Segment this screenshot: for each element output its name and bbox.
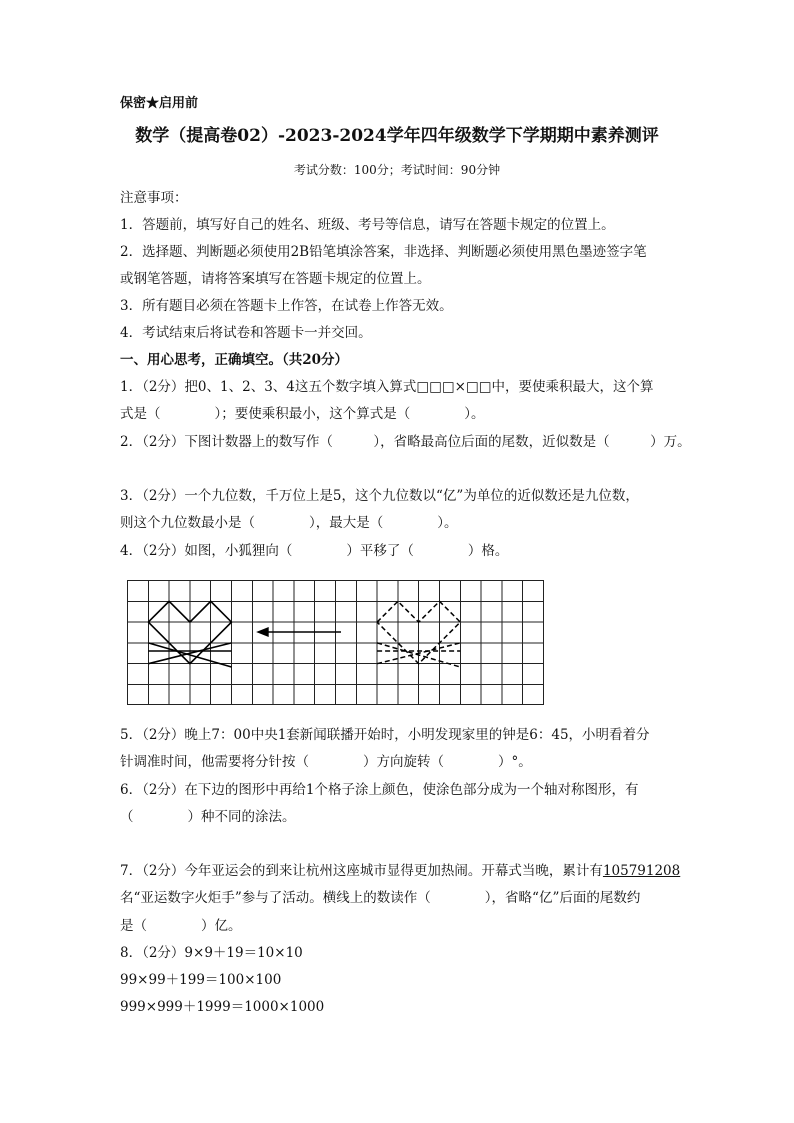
question-2: 2．（2分）下图计数器上的数写作（ ），省略最高位后面的尾数，近似数是（ ）万。 (120, 434, 691, 450)
exam-info: 考试分数：100分；考试时间：90分钟 (293, 163, 501, 177)
question-8-line-1: 8．（2分）9×9＋19＝10×10 (120, 945, 303, 961)
question-3-line-2: 则这个九位数最小是（ ），最大是（ ）。 (120, 515, 458, 531)
page-title: 数学（提高卷02）-2023-2024学年四年级数学下学期期中素养测评 (135, 126, 659, 146)
question-6-line-1: 6．（2分）在下边的图形中再给1个格子涂上颜色，使涂色部分成为一个轴对称图形，有 (120, 782, 639, 798)
question-7-number: 105791208 (602, 863, 681, 879)
question-6-line-2: （ ）种不同的涂法。 (120, 809, 296, 825)
notice-item-2: 2．选择题、判断题必须使用2B铅笔填涂答案，非选择、判断题必须使用黑色墨迹签字笔 (120, 244, 647, 260)
question-5-line-1: 5．（2分）晚上7：00中央1套新闻联播开始时，小明发现家里的钟是6：45，小明看着分 (120, 727, 650, 743)
question-1-line-1: 1．（2分）把0、1、2、3、4这五个数字填入算式□□□×□□中，要使乘积最大，这个算 (120, 379, 654, 395)
question-8-line-2: 99×99＋199＝100×100 (120, 972, 282, 988)
question-4: 4．（2分）如图，小狐狸向（ ）平移了（ ）格。 (120, 543, 509, 559)
fox-translation-figure (127, 580, 545, 706)
question-8-line-3: 999×999＋1999＝1000×1000 (120, 999, 325, 1015)
section-heading: 一、用心思考，正确填空。（共20分） (120, 352, 349, 368)
question-7-line-3: 是（ ）亿。 (120, 918, 242, 934)
notice-heading: 注意事项： (120, 190, 188, 206)
question-1-line-2: 式是（ ）；要使乘积最小，这个算式是（ ）。 (120, 406, 485, 422)
question-7-line-2: 名“亚运数字火炬手”参与了活动。横线上的数读作（ ），省略“亿”后面的尾数约 (120, 890, 641, 906)
question-3-line-1: 3．（2分）一个九位数，千万位上是5，这个九位数以“亿”为单位的近似数还是九位数， (120, 488, 639, 504)
question-7-line-1 (120, 862, 680, 880)
question-7-text: 7．（2分）今年亚运会的到来让杭州这座城市显得更加热闹。开幕式当晚，累计有 (120, 863, 603, 879)
confidential-label: 保密★启用前 (120, 96, 199, 111)
notice-item-4: 4．考试结束后将试卷和答题卡一并交回。 (120, 325, 372, 341)
question-5-line-2: 针调准时间，他需要将分针按（ ）方向旋转（ ）°。 (120, 754, 532, 770)
notice-item-3: 3．所有题目必须在答题卡上作答，在试卷上作答无效。 (120, 298, 453, 314)
notice-item-1: 1．答题前，填写好自己的姓名、班级、考号等信息，请写在答题卡规定的位置上。 (120, 217, 615, 233)
grid-lines (127, 580, 544, 705)
notice-item-2-cont: 或钢笔答题，请将答案填写在答题卡规定的位置上。 (120, 271, 431, 287)
arrow-left-icon (258, 628, 341, 636)
